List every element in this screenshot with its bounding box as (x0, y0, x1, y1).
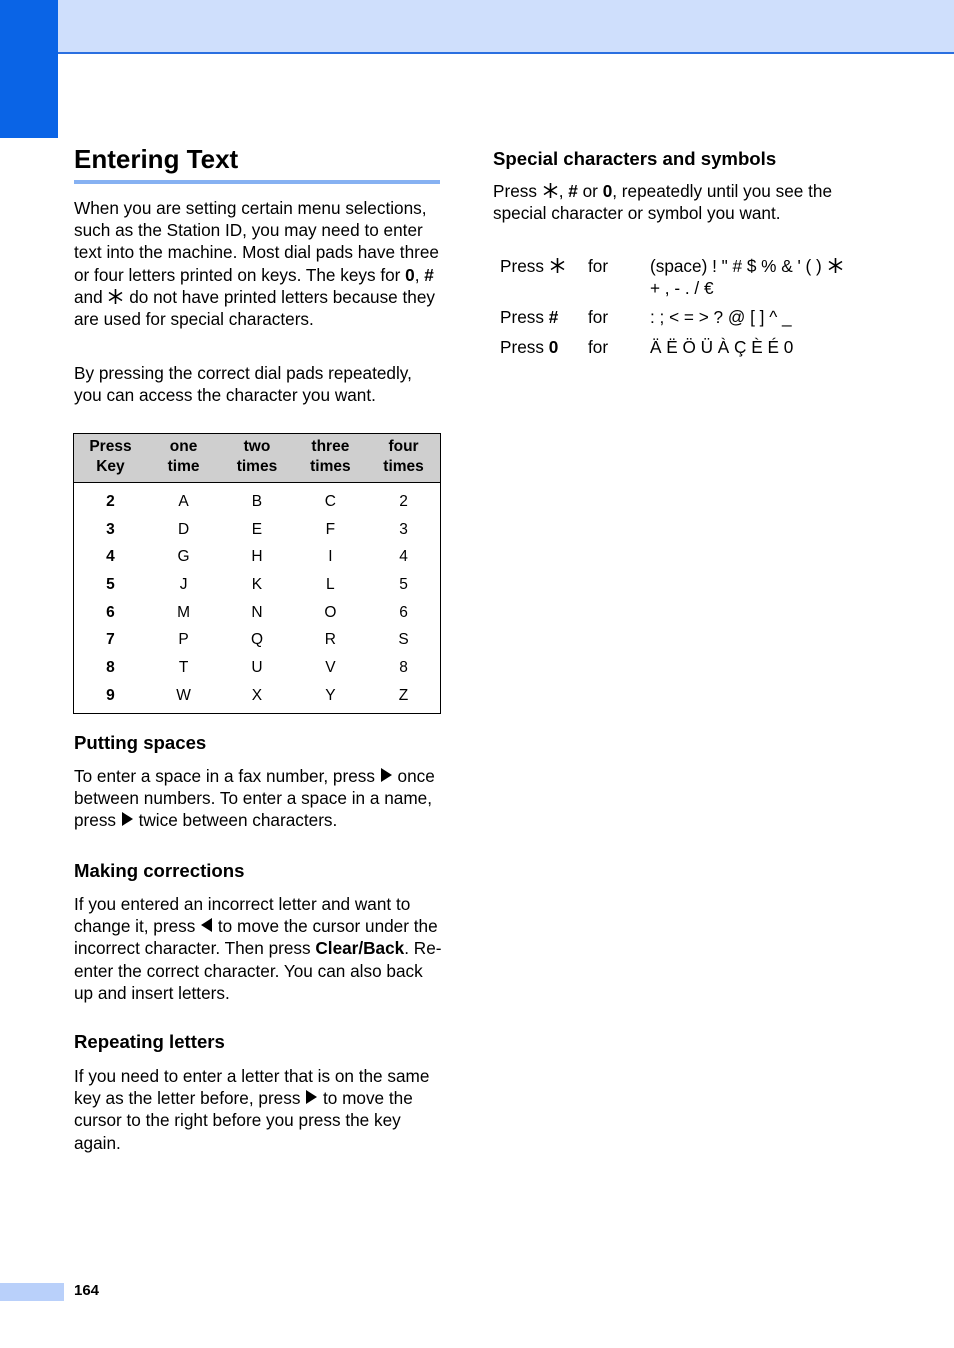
key-table-header (74, 434, 441, 483)
key-cell: 5 (106, 575, 115, 593)
making-corrections-heading: Making corrections (74, 860, 245, 881)
header-cell: one time (147, 434, 220, 483)
right-arrow-icon (381, 768, 392, 782)
header-cell: Press Key (74, 434, 147, 483)
header-band (58, 0, 954, 54)
table-cell: C (324, 492, 336, 510)
table-cell: Q (250, 631, 263, 649)
table-cell: 3 (399, 520, 408, 538)
header-cell: four times (367, 434, 440, 483)
table-cell: S (398, 631, 409, 649)
footer-bar (0, 1283, 64, 1301)
table-cell: P (178, 631, 189, 649)
key-cell: 2 (106, 492, 115, 510)
putting-spaces-paragraph: To enter a space in a fax number, press once between numbers. To enter a space in a name, press twice between characters. (74, 766, 435, 831)
right-arrow-icon (122, 812, 133, 826)
page-title: Entering Text (74, 144, 440, 184)
table-cell: Y (325, 686, 336, 704)
for-label: for (588, 307, 609, 327)
table-cell: 6 (399, 603, 408, 621)
table-cell: L (326, 575, 335, 593)
table-cell: 4 (399, 548, 408, 566)
table-row (74, 626, 441, 654)
header-cell: three times (294, 434, 367, 483)
intro-sep: , (414, 264, 425, 285)
table-row (74, 599, 441, 627)
table-cell: 2 (399, 492, 408, 510)
intro-paragraph-1 (74, 197, 444, 330)
table-cell: B (251, 492, 263, 510)
table-cell: G (177, 548, 190, 566)
press-label: Press (500, 255, 566, 277)
repeating-letters-paragraph: If you need to enter a letter that is on the same key as the letter before, press to move the cursor to the right before you press the key again. (74, 1066, 430, 1153)
chapter-tab (0, 0, 58, 138)
table-row (74, 571, 441, 599)
table-cell: W (176, 686, 191, 704)
table-cell: N (251, 603, 263, 621)
table-cell: K (251, 575, 263, 593)
for-label: for (588, 256, 609, 276)
table-cell: I (328, 548, 333, 566)
key-cell: 4 (106, 548, 115, 566)
special-characters-paragraph: Press , # or 0, repeatedly until you see the special character or symbol you want. (493, 181, 833, 224)
table-cell: D (177, 520, 190, 538)
table-cell: X (251, 686, 263, 704)
key-cell: 6 (106, 603, 115, 621)
star-key-icon (542, 182, 559, 199)
star-key-icon (827, 257, 844, 274)
symbol-list: Ä Ë Ö Ü À Ç È É 0 (650, 337, 794, 357)
table-cell: 8 (399, 658, 408, 676)
repeating-letters-heading: Repeating letters (74, 1031, 225, 1052)
table-row (74, 654, 441, 682)
star-key-icon (549, 257, 566, 274)
intro-text-b: do not have printed letters because they are used for special characters. (74, 286, 435, 330)
table-row (74, 682, 441, 713)
table-cell: U (251, 658, 263, 676)
clear-back-key: Clear/Back (315, 938, 405, 959)
star-key-icon (107, 288, 124, 305)
key-cell: 7 (106, 631, 115, 649)
press-label: Press # (500, 307, 559, 327)
left-arrow-icon (201, 918, 212, 932)
making-corrections-paragraph: If you entered an incorrect letter and want to change it, press to move the cursor under the incorrect character. Then press Clear/Back. Re-enter the correct character. You can also back up and insert letters. (74, 894, 442, 1003)
key-cell: 3 (106, 520, 115, 538)
table-cell: F (325, 520, 336, 538)
header-cell: two times (220, 434, 293, 483)
intro-text-a: When you are setting certain menu selections, such as the Station ID, you may need to enter text into the machine. Most dial pads have three or four letters printed on keys. The keys for (74, 198, 439, 285)
table-cell: V (325, 658, 336, 676)
key-cell: 9 (106, 686, 115, 704)
intro-paragraph-2: By pressing the correct dial pads repeatedly, you can access the character you want. (74, 363, 412, 406)
table-cell: A (178, 492, 189, 510)
table-cell: H (251, 548, 263, 566)
right-arrow-icon (306, 1090, 317, 1104)
table-cell: R (324, 631, 336, 649)
table-row (74, 516, 441, 544)
table-cell: O (324, 603, 337, 621)
key-table (73, 433, 441, 714)
table-cell: J (179, 575, 188, 593)
table-cell: Z (398, 686, 409, 704)
page-number: 164 (74, 1282, 100, 1299)
putting-spaces-heading: Putting spaces (74, 732, 207, 753)
for-label: for (588, 337, 609, 357)
table-cell: E (251, 520, 263, 538)
key-cell: 8 (106, 658, 115, 676)
table-row (74, 543, 441, 571)
special-characters-heading: Special characters and symbols (493, 148, 777, 169)
press-label: Press 0 (500, 337, 559, 357)
table-cell: M (177, 603, 191, 621)
table-row (74, 483, 441, 516)
key-zero: 0 (405, 264, 415, 285)
table-cell: 5 (399, 575, 408, 593)
intro-and: and (74, 286, 108, 307)
symbol-list: (space) ! " # $ % & ' ( ) + , - . / € (650, 255, 865, 299)
key-hash: # (424, 264, 434, 285)
symbol-list: : ; < = > ? @ [ ] ^ _ (650, 307, 792, 327)
table-cell: T (178, 658, 189, 676)
